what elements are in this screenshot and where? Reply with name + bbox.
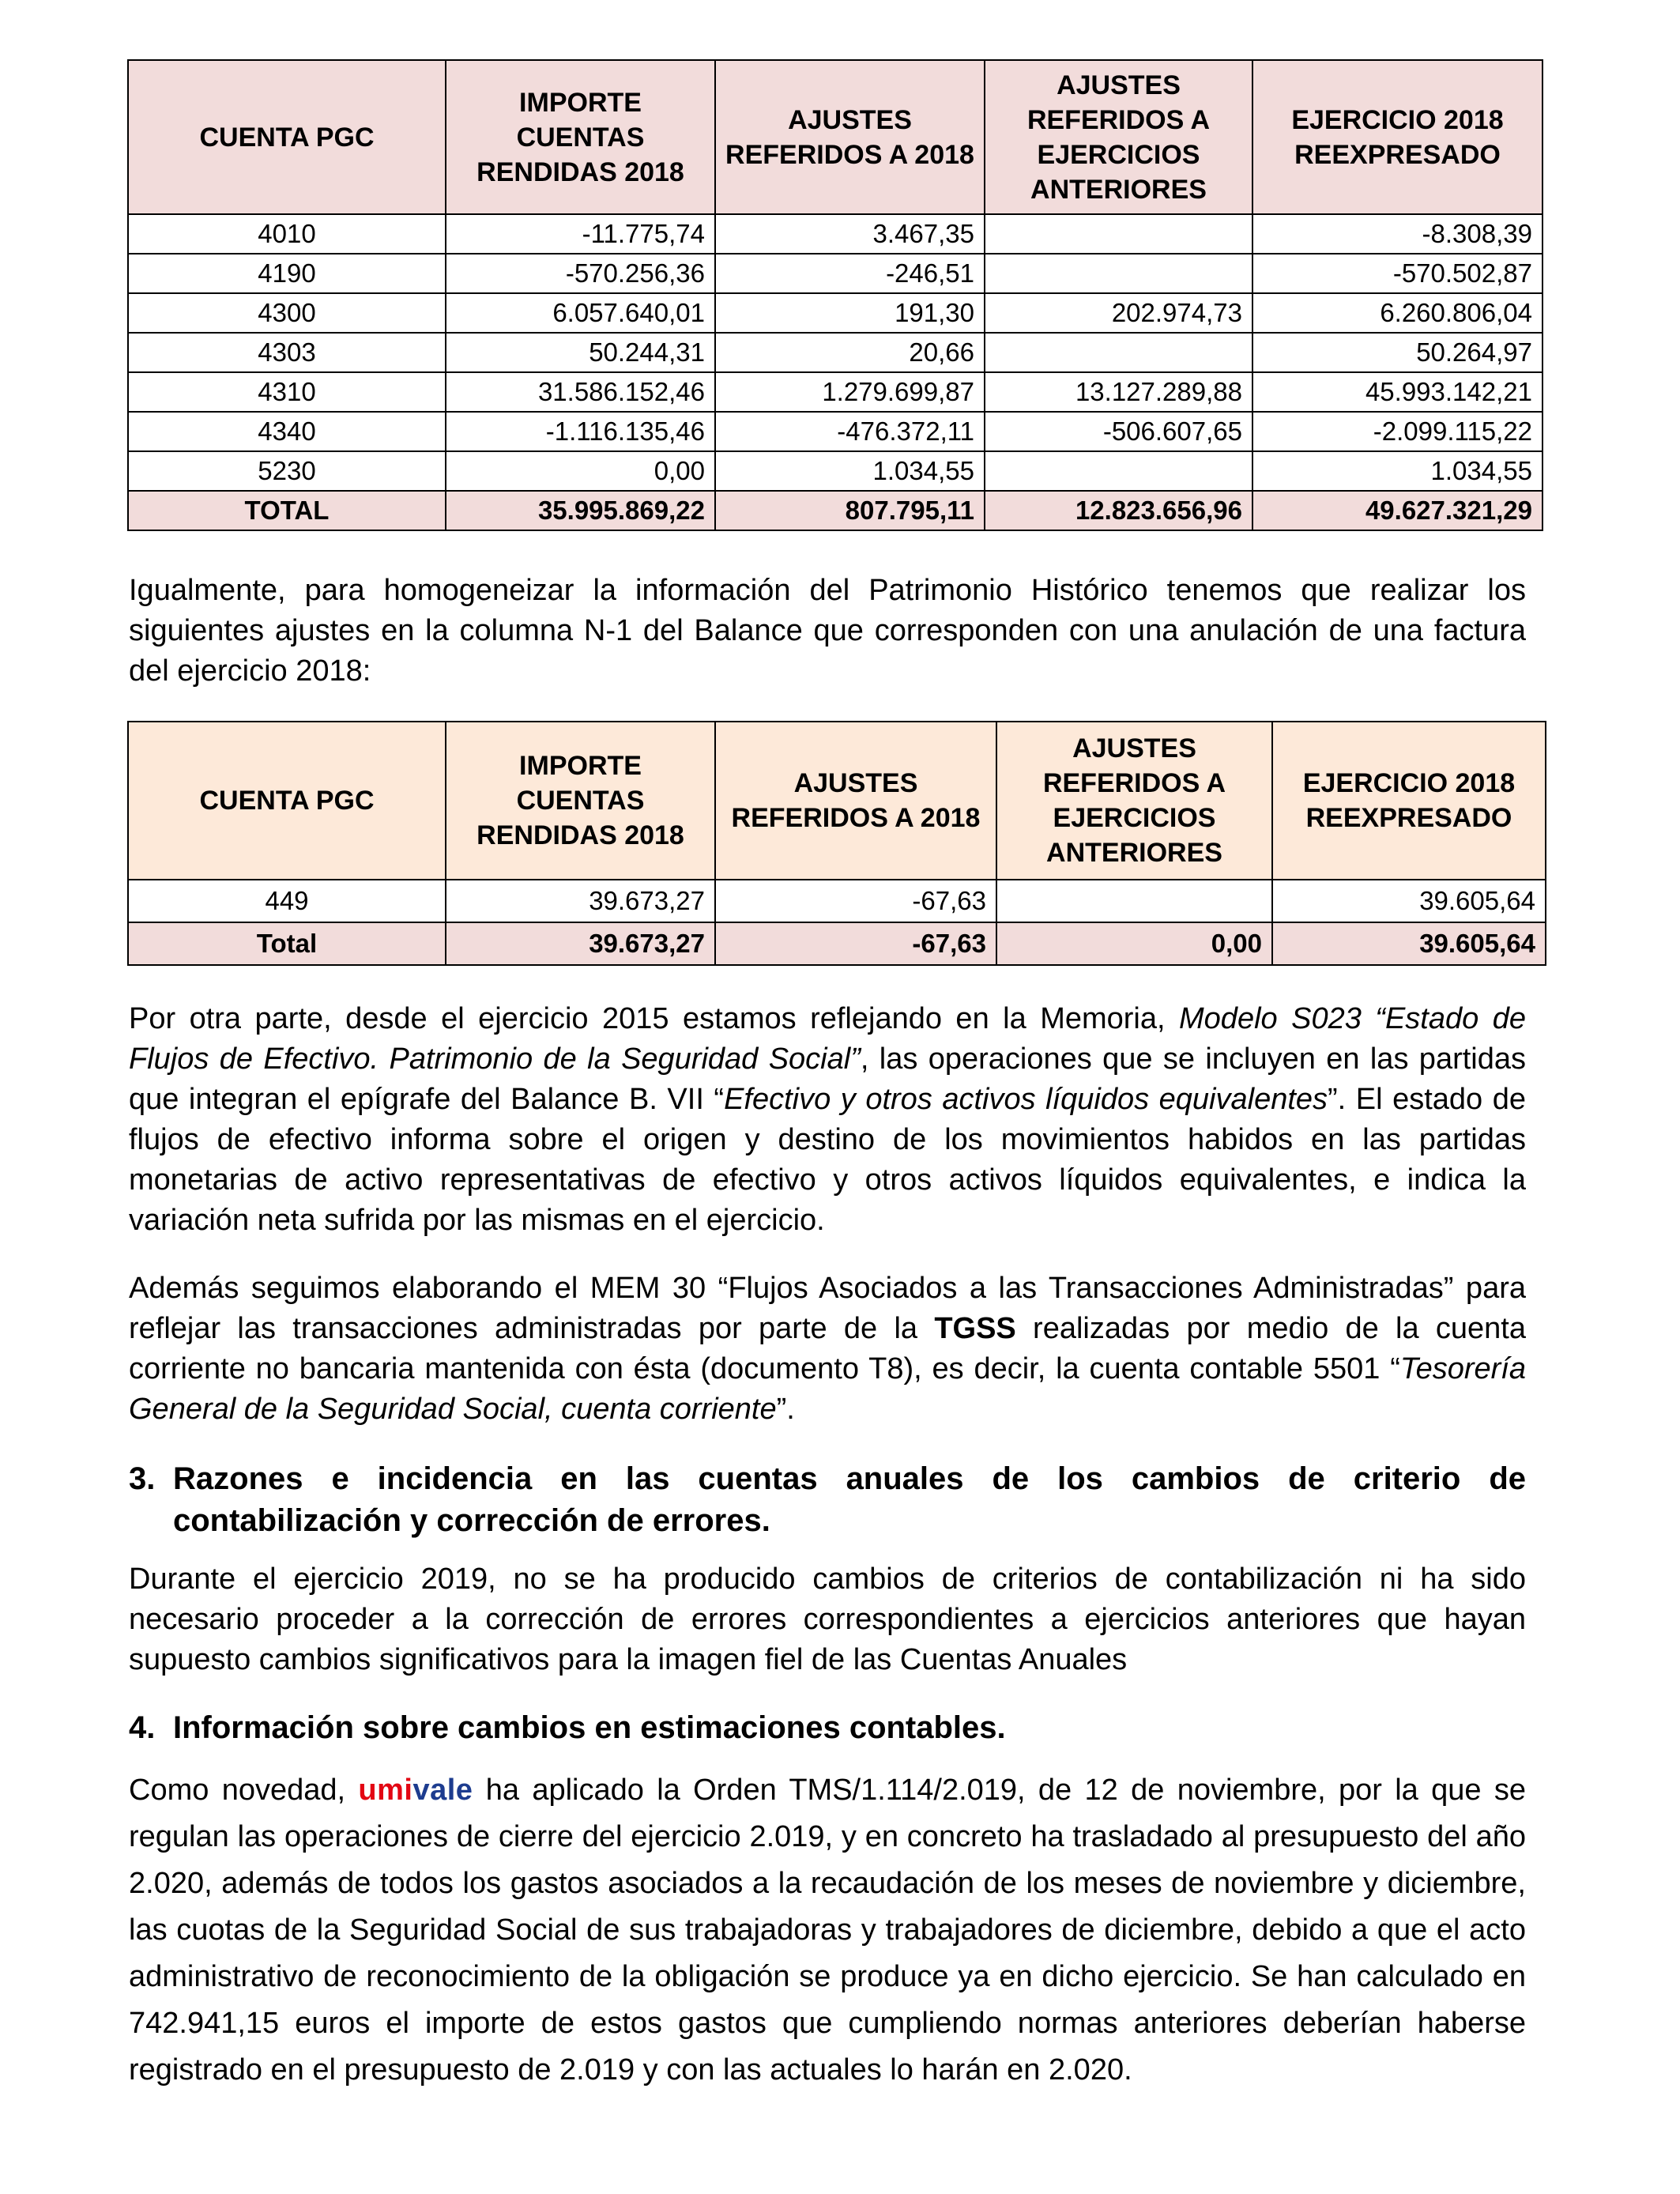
- paragraph-flujos-efectivo: [129, 999, 1526, 1241]
- section-title: Razones e incidencia en las cuentas anuales de los cambios de criterio de contabilización y corrección de errores.: [173, 1461, 1526, 1538]
- cell-cuenta: 4303: [128, 333, 446, 372]
- cell-reexpresado: -2.099.115,22: [1252, 412, 1543, 451]
- header-ejercicio-reexpresado: EJERCICIO 2018 REEXPRESADO: [1272, 722, 1546, 880]
- header-ajustes-anteriores: AJUSTES REFERIDOS A EJERCICIOS ANTERIORES: [996, 722, 1272, 880]
- cell-reexpresado: 6.260.806,04: [1252, 293, 1543, 333]
- cell-importe: -570.256,36: [446, 254, 715, 293]
- header-ejercicio-reexpresado: EJERCICIO 2018 REEXPRESADO: [1252, 60, 1543, 214]
- section-4-heading: [129, 1707, 1526, 1749]
- cell-cuenta: 4340: [128, 412, 446, 451]
- header-importe-cuentas-rendidas: IMPORTE CUENTAS RENDIDAS 2018: [446, 60, 715, 214]
- cell-ajuste-2018: -67,63: [715, 880, 996, 922]
- table-row: [128, 412, 1543, 451]
- logo-part: umi: [358, 1774, 413, 1807]
- cell-cuenta: 4310: [128, 372, 446, 412]
- paragraph-sin-cambios-criterio: Durante el ejercicio 2019, no se ha producido cambios de criterios de contabilización ni ha sido necesario proceder a la corrección de errores correspondientes a ejercicios anteriores que hayan supuesto cambios significativos para la imagen fiel de las Cuentas Anuales: [129, 1563, 1526, 1676]
- text-span-italic: Tesorería General de la Seguridad Social, cuenta corriente: [129, 1352, 1526, 1426]
- cell-ajuste-anteriores: 202.974,73: [985, 293, 1252, 333]
- paragraph-mem-30: [129, 1269, 1526, 1430]
- table-row: [128, 333, 1543, 372]
- cell-total-reexpresado: 39.605,64: [1272, 922, 1546, 965]
- table-cuentas-reexpresadas: [127, 59, 1543, 531]
- text-span: ”.: [776, 1393, 795, 1426]
- section-number: 3.: [129, 1461, 156, 1496]
- table-row: [128, 880, 1546, 922]
- paragraph-homogeneizar: Igualmente, para homogeneizar la información del Patrimonio Histórico tenemos que realizar los siguientes ajustes en la columna N-1 del Balance que corresponden con una anulación de una factura del ejercicio 2018:: [129, 574, 1526, 688]
- cell-ajuste-2018: 3.467,35: [715, 214, 985, 254]
- cell-reexpresado: 45.993.142,21: [1252, 372, 1543, 412]
- cell-total-ajuste-anteriores: 0,00: [996, 922, 1272, 965]
- text-span-italic: Modelo S023 “Estado de Flujos de Efectivo. Patrimonio de la Seguridad Social”: [129, 1002, 1526, 1076]
- header-ajustes-2018: AJUSTES REFERIDOS A 2018: [715, 722, 996, 880]
- table-row: [128, 372, 1543, 412]
- cell-ajuste-anteriores: -506.607,65: [985, 412, 1252, 451]
- cell-importe: -11.775,74: [446, 214, 715, 254]
- cell-reexpresado: -8.308,39: [1252, 214, 1543, 254]
- cell-ajuste-anteriores: [996, 880, 1272, 922]
- text-span: Como novedad,: [129, 1774, 359, 1807]
- cell-cuenta: 4010: [128, 214, 446, 254]
- cell-total-label: TOTAL: [128, 491, 446, 530]
- paragraph-como-novedad: [129, 1767, 1526, 2094]
- cell-reexpresado: 50.264,97: [1252, 333, 1543, 372]
- header-cuenta-pgc: CUENTA PGC: [128, 722, 446, 880]
- cell-importe: 50.244,31: [446, 333, 715, 372]
- cell-ajuste-anteriores: [985, 214, 1252, 254]
- cell-cuenta: 4190: [128, 254, 446, 293]
- text-span-bold: TGSS: [934, 1312, 1016, 1345]
- header-cuenta-pgc: CUENTA PGC: [128, 60, 446, 214]
- cell-total-label: Total: [128, 922, 446, 965]
- cell-total-importe: 35.995.869,22: [446, 491, 715, 530]
- cell-ajuste-2018: -246,51: [715, 254, 985, 293]
- text-span: realizadas por medio de la cuenta corriente no bancaria mantenida con ésta (documento T8), es decir, la cuenta contable 5501 “: [129, 1312, 1526, 1385]
- cell-reexpresado: 39.605,64: [1272, 880, 1546, 922]
- table-total-row: [128, 491, 1543, 530]
- text-span: ”. El estado de flujos de efectivo informa sobre el origen y destino de los movimientos habidos en las partidas monetarias de activo representativas de efectivo y otros activos líquidos equivalentes, e indica la variación neta sufrida por las mismas en el ejercicio.: [129, 1083, 1526, 1237]
- cell-total-ajuste-2018: -67,63: [715, 922, 996, 965]
- cell-importe: -1.116.135,46: [446, 412, 715, 451]
- section-number: 4.: [129, 1710, 156, 1745]
- cell-ajuste-2018: -476.372,11: [715, 412, 985, 451]
- cell-ajuste-anteriores: [985, 451, 1252, 491]
- cell-importe: 6.057.640,01: [446, 293, 715, 333]
- header-ajustes-2018: AJUSTES REFERIDOS A 2018: [715, 60, 985, 214]
- text-span-italic: Efectivo y otros activos líquidos equivalentes: [724, 1083, 1328, 1116]
- umivale-logo: [358, 1774, 473, 1807]
- text-span: Además seguimos elaborando el MEM 30 “Flujos Asociados a las Transacciones Administradas” para reflejar las transacciones administradas por parte de la: [129, 1272, 1526, 1345]
- cell-ajuste-anteriores: [985, 254, 1252, 293]
- text-span: ha aplicado la Orden TMS/1.114/2.019, de 12 de noviembre, por la que se regulan las operaciones de cierre del ejercicio 2.019, y en concreto ha trasladado al presupuesto del año 2.020, además de todos los gastos asociados a la recaudación de los meses de noviembre y diciembre, las cuotas de la Seguridad Social de sus trabajadoras y trabajadores de diciembre, debido a que el acto administrativo de reconocimiento de la obligación se produce ya en dicho ejercicio. Se han calculado en 742.941,15 euros el importe de estos gastos que cumpliendo normas anteriores deberían haberse registrado en el presupuesto de 2.019 y con las actuales lo harán en 2.020.: [129, 1774, 1526, 2087]
- cell-cuenta: 4300: [128, 293, 446, 333]
- cell-ajuste-anteriores: 13.127.289,88: [985, 372, 1252, 412]
- cell-reexpresado: 1.034,55: [1252, 451, 1543, 491]
- text-span: , las operaciones que se incluyen en las partidas que integran el epígrafe del Balance B. VII “: [129, 1042, 1527, 1116]
- cell-cuenta: 5230: [128, 451, 446, 491]
- cell-ajuste-2018: 20,66: [715, 333, 985, 372]
- cell-ajuste-2018: 1.279.699,87: [715, 372, 985, 412]
- cell-ajuste-2018: 191,30: [715, 293, 985, 333]
- table-row: [128, 451, 1543, 491]
- logo-part: vale: [412, 1774, 473, 1807]
- cell-total-reexpresado: 49.627.321,29: [1252, 491, 1543, 530]
- cell-importe: 31.586.152,46: [446, 372, 715, 412]
- cell-importe: 0,00: [446, 451, 715, 491]
- table-total-row: [128, 922, 1546, 965]
- section-3-heading: [129, 1458, 1526, 1542]
- cell-reexpresado: -570.502,87: [1252, 254, 1543, 293]
- header-importe-cuentas-rendidas: IMPORTE CUENTAS RENDIDAS 2018: [446, 722, 715, 880]
- table-patrimonio-historico: [127, 721, 1546, 966]
- table-header-row: [128, 722, 1546, 880]
- cell-cuenta: 449: [128, 880, 446, 922]
- cell-ajuste-anteriores: [985, 333, 1252, 372]
- table-row: [128, 254, 1543, 293]
- section-title: Información sobre cambios en estimaciones contables.: [173, 1710, 1006, 1745]
- table-row: [128, 293, 1543, 333]
- header-ajustes-anteriores: AJUSTES REFERIDOS A EJERCICIOS ANTERIORES: [985, 60, 1252, 214]
- cell-total-ajuste-2018: 807.795,11: [715, 491, 985, 530]
- cell-importe: 39.673,27: [446, 880, 715, 922]
- cell-total-importe: 39.673,27: [446, 922, 715, 965]
- table-header-row: [128, 60, 1543, 214]
- text-span: Por otra parte, desde el ejercicio 2015 estamos reflejando en la Memoria,: [129, 1002, 1180, 1035]
- cell-total-ajuste-anteriores: 12.823.656,96: [985, 491, 1252, 530]
- cell-ajuste-2018: 1.034,55: [715, 451, 985, 491]
- table-row: [128, 214, 1543, 254]
